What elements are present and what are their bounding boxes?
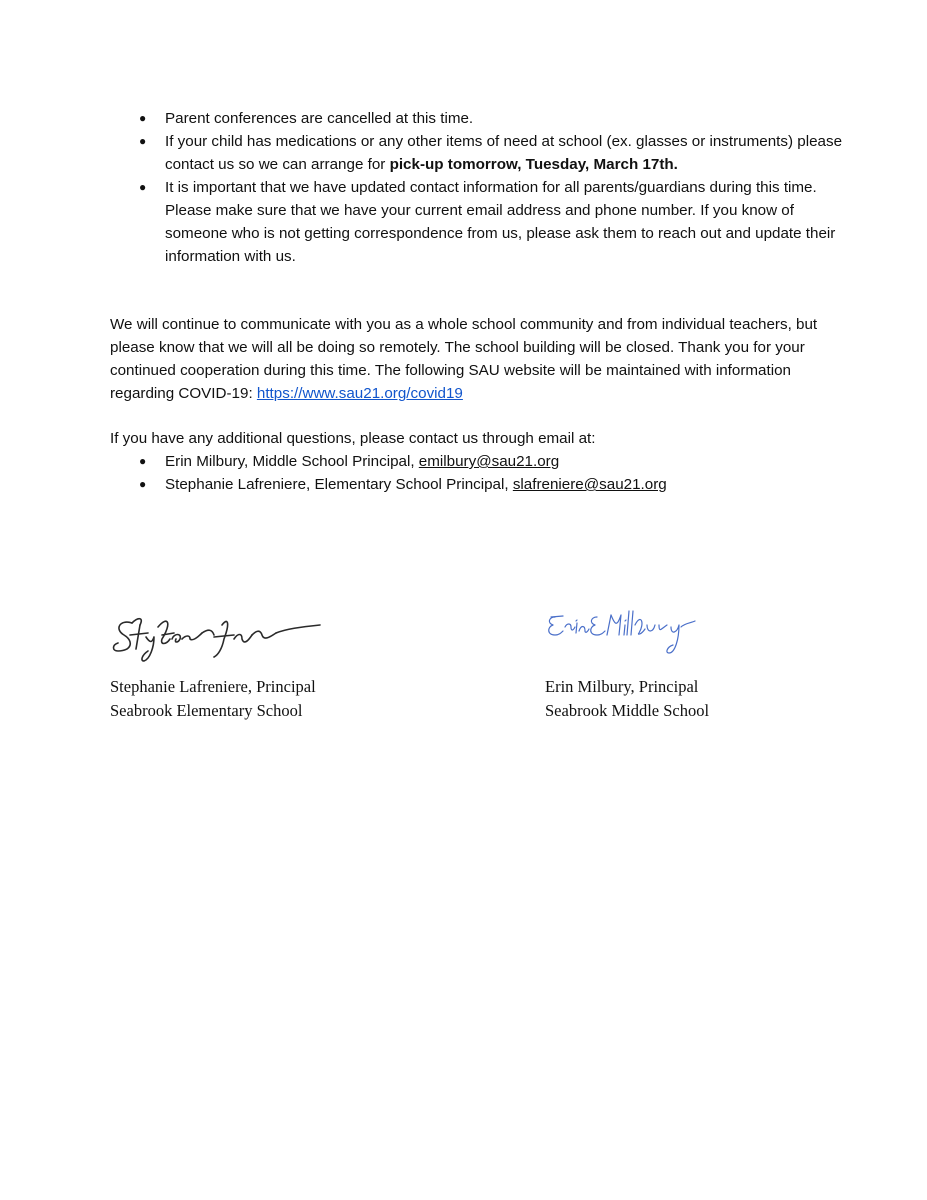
contact-list (110, 450, 830, 496)
bullet-list-notices (110, 107, 850, 268)
notice-pickup-date: pick-up tomorrow, Tuesday, March 17th. (389, 156, 678, 173)
contact-label-lafreniere: Stephanie Lafreniere, Elementary School Principal, (165, 476, 513, 493)
email-link-milbury[interactable]: emilbury@sau21.org (418, 453, 560, 470)
contact-label-milbury: Erin Milbury, Middle School Principal, (165, 453, 419, 470)
list-item (110, 130, 850, 176)
bullet-icon: ● (139, 454, 147, 468)
notice-contact-info: It is important that we have updated contact information for all parents/guardians during this time. Please make sure that we have your current email address and phone number. If you know of someone who is not getting correspondence from us, please ask them to reach out and update their information with us. (165, 179, 836, 265)
bullet-icon: ● (139, 111, 147, 125)
bullet-icon: ● (139, 477, 147, 491)
list-item (110, 473, 830, 496)
signer-name-milbury: Erin Milbury, Principal (545, 677, 699, 696)
email-link-lafreniere[interactable]: slafreniere@sau21.org (512, 476, 667, 493)
signature-block-milbury (545, 675, 709, 723)
communication-text: We will continue to communicate with you as a whole school community and from individual teachers, but please know that we will all be doing so remotely. The school building will be closed. Thank you for your continued cooperation during this time. The following SAU website will be maintained with information regarding COVID-19: (110, 316, 818, 402)
covid19-link[interactable]: https://www.sau21.org/covid19 (256, 385, 463, 402)
list-item (110, 176, 850, 268)
bullet-icon: ● (139, 180, 147, 194)
list-item (110, 107, 850, 130)
bullet-icon: ● (139, 134, 147, 148)
communication-paragraph (110, 313, 830, 405)
signature-milbury-text: Erin E Milbury (555, 663, 562, 664)
list-item (110, 450, 830, 473)
signature-block-lafreniere (110, 675, 316, 723)
signer-school-elementary: Seabrook Elementary School (110, 701, 303, 720)
notice-medications: If your child has medications or any other items of need at school (ex. glasses or instruments) please contact us so we can arrange for (165, 133, 843, 173)
signature-lafreniere (110, 605, 325, 665)
signer-name-lafreniere: Stephanie Lafreniere, Principal (110, 677, 316, 696)
signer-school-middle: Seabrook Middle School (545, 701, 710, 720)
signature-milbury (545, 605, 745, 665)
notice-conferences: Parent conferences are cancelled at this time. (165, 110, 474, 127)
contacts-intro: If you have any additional questions, please contact us through email at: (110, 430, 596, 447)
